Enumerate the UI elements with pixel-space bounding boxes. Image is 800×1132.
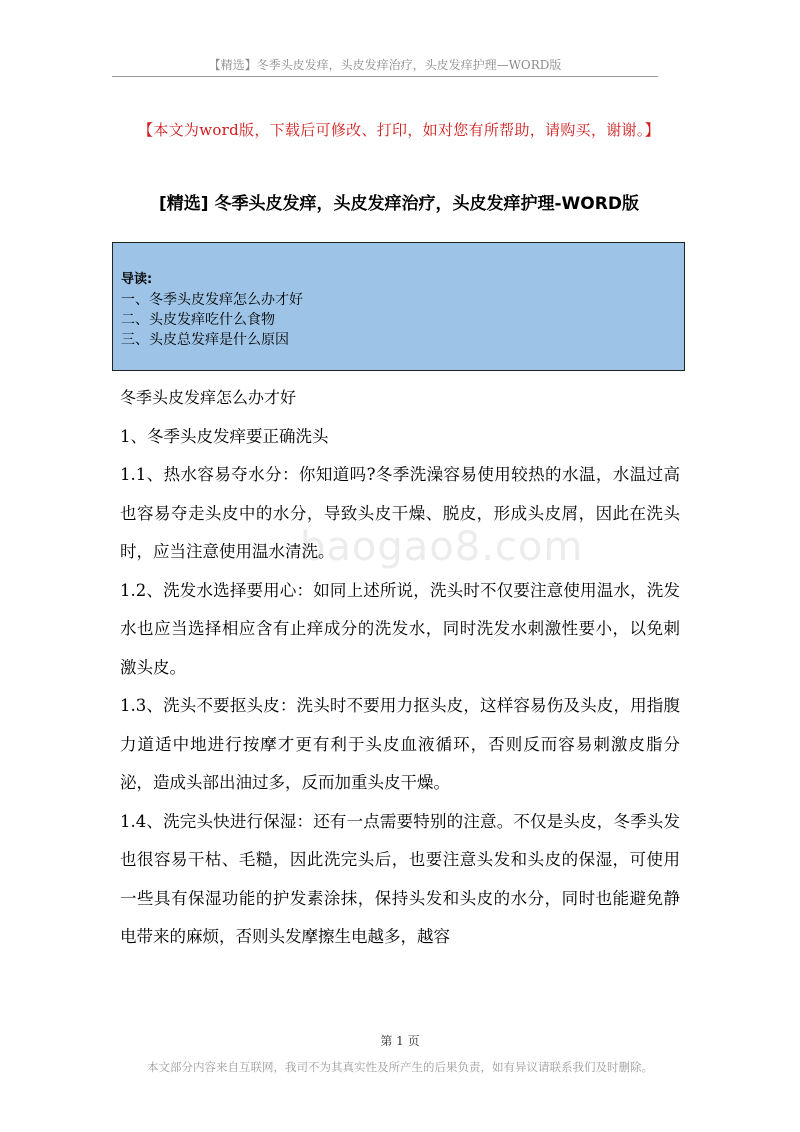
document-body (120, 379, 680, 957)
guide-item: 二、头皮发痒吃什么食物 (121, 312, 275, 328)
page-footer: 本文部分内容来自互联网，我司不为其真实性及所产生的后果负责，如有异议请联系我们及时删除。 (147, 1060, 653, 1074)
document-title: [精选] 冬季头皮发痒，头皮发痒治疗，头皮发痒护理-WORD版 (159, 194, 639, 214)
paragraph: 1.4、洗完头快进行保湿：还有一点需要特别的注意。不仅是头皮，冬季头发也很容易干枯、毛糙，因此洗完头后，也要注意头发和头皮的保湿，可使用一些具有保湿功能的护发素涂抹，保持头发和头皮的水分，同时也能避免静电带来的麻烦，否则头发摩擦生电越多，越容 (120, 811, 680, 946)
guide-box (112, 242, 685, 371)
watermark: baogao8.com (300, 524, 584, 570)
notice-text: 【本文为word版，下载后可修改、打印，如对您有所帮助，请购买，谢谢。】 (138, 121, 660, 139)
paragraph: 1.3、洗头不要抠头皮：洗头时不要用力抠头皮，这样容易伤及头皮，用指腹力道适中地进行按摩才更有利于头皮血液循环，否则反而容易刺激皮脂分泌，造成头部出油过多，反而加重头皮干燥。 (120, 696, 680, 792)
header-divider (112, 76, 658, 77)
page-number: 第 1 页 (380, 1034, 420, 1048)
subheading: 1、冬季头皮发痒要正确洗头 (120, 426, 329, 446)
section-heading: 冬季头皮发痒怎么办才好 (120, 388, 297, 407)
guide-item: 一、冬季头皮发痒怎么办才好 (121, 292, 303, 308)
paragraph: 1.2、洗发水选择要用心：如同上述所说，洗头时不仅要注意使用温水，洗发水也应当选择相应含有止痒成分的洗发水，同时洗发水刺激性要小，以免刺激头皮。 (120, 580, 680, 677)
guide-heading: 导读: (121, 272, 153, 287)
page-header: 【精选】冬季头皮发痒，头皮发痒治疗，头皮发痒护理—WORD版 (208, 58, 562, 72)
paragraph: 1.1、热水容易夺水分：你知道吗?冬季洗澡容易使用较热的水温，水温过高也容易夺走头皮中的水分，导致头皮干燥、脱皮，形成头皮屑，因此在洗头时，应当注意使用温水清洗。 (120, 465, 680, 561)
guide-item: 三、头皮总发痒是什么原因 (121, 332, 289, 348)
